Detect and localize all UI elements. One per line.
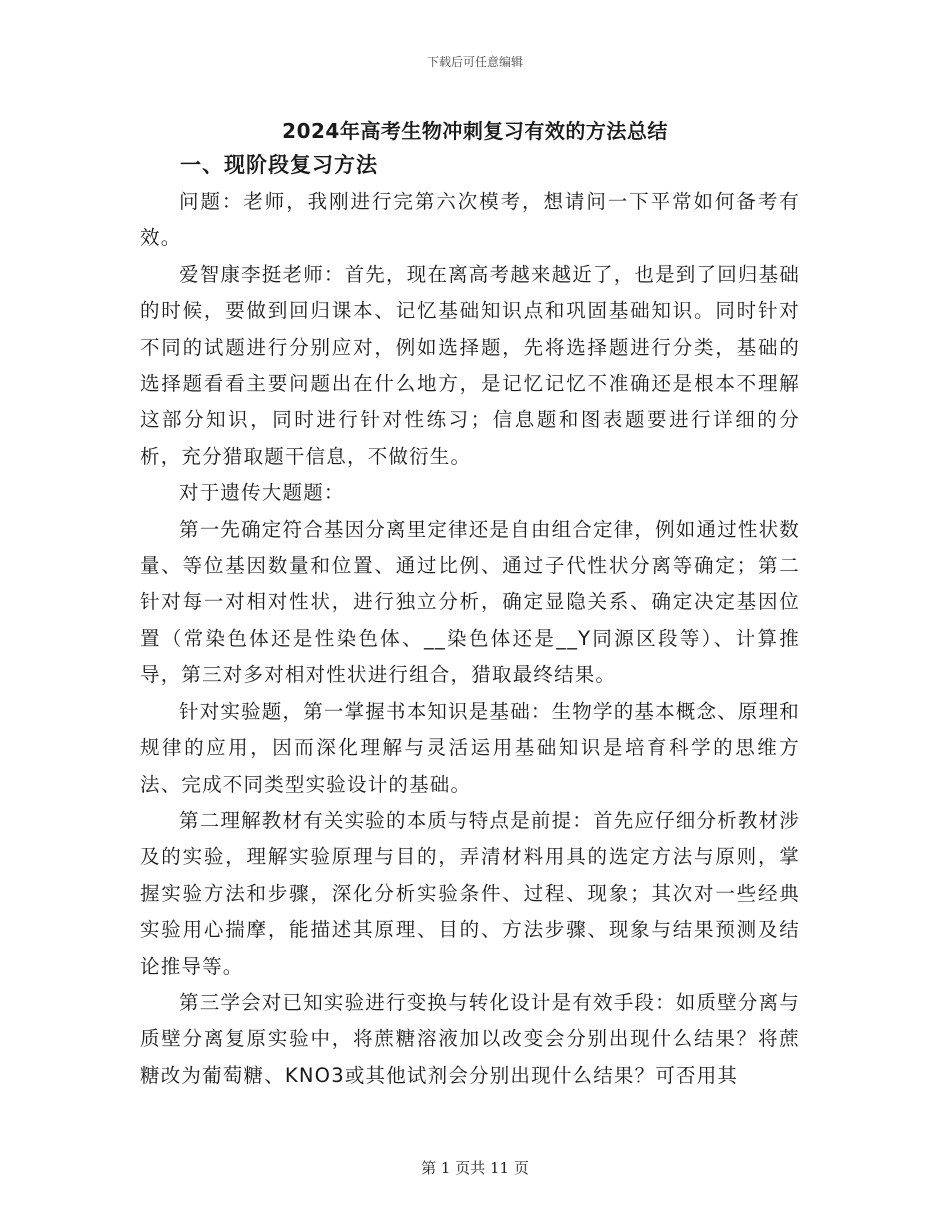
header-note: 下载后可任意编辑 [426,55,523,69]
paragraph-question: 问题：老师，我刚进行完第六次模考，想请问一下平常如何备考有效。 [140,190,800,250]
section-heading: 一、现阶段复习方法 [180,153,378,177]
paragraph-teacher-answer: 爱智康李挺老师：首先，现在离高考越来越近了，也是到了回归基础的时候，要做到回归课本、记忆基础知识点和巩固基础知识。同时针对不同的试题进行分别应对，例如选择题，先将选择题进行分类，基础的选择题看看主要问题出在什么地方，是记忆记忆不准确还是根本不理解这部分知识，同时进行针对性练习；信息题和图表题要进行详细的分析，充分猎取题干信息，不做衍生。 [140,262,801,468]
paragraph-genetics-steps: 第一先确定符合基因分离里定律还是自由组合定律，例如通过性状数量、等位基因数量和位置、通过比例、通过子代性状分离等确定；第二针对每一对相对性状，进行独立分析，确定显隐关系、确定决定基因位置（常染色体还是性染色体、__染色体还是__Y同源区段等）、计算推导，第三对多对相对性状进行组合，猎取最终结果。 [140,517,801,687]
paragraph-experiment-basics: 针对实验题，第一掌握书本知识是基础：生物学的基本概念、原理和规律的应用，因而深化理解与灵活运用基础知识是培育科学的思维方法、完成不同类型实验设计的基础。 [140,699,801,796]
page-footer: 第 1 页共 11 页 [421,1159,529,1177]
paragraph-experiment-transform: 第三学会对已知实验进行变换与转化设计是有效手段：如质壁分离与质壁分离复原实验中，将蔗糖溶液加以改变会分别出现什么结果？将蔗糖改为葡萄糖、KNO3或其他试剂会分别出现什么结果？可否用其 [140,990,801,1087]
document-title: 2024年高考生物冲刺复习有效的方法总结 [282,119,668,143]
paragraph-experiment-essence: 第二理解教材有关实验的本质与特点是前提：首先应仔细分析教材涉及的实验，理解实验原理与目的，弄清材料用具的选定方法与原则，掌握实验方法和步骤，深化分析实验条件、过程、现象；其次对一些经典实验用心揣摩，能描述其原理、目的、方法步骤、现象与结果预测及结论推导等。 [140,808,801,978]
document-body [140,184,800,1094]
paragraph-genetics-intro: 对于遗传大题题： [179,481,345,505]
